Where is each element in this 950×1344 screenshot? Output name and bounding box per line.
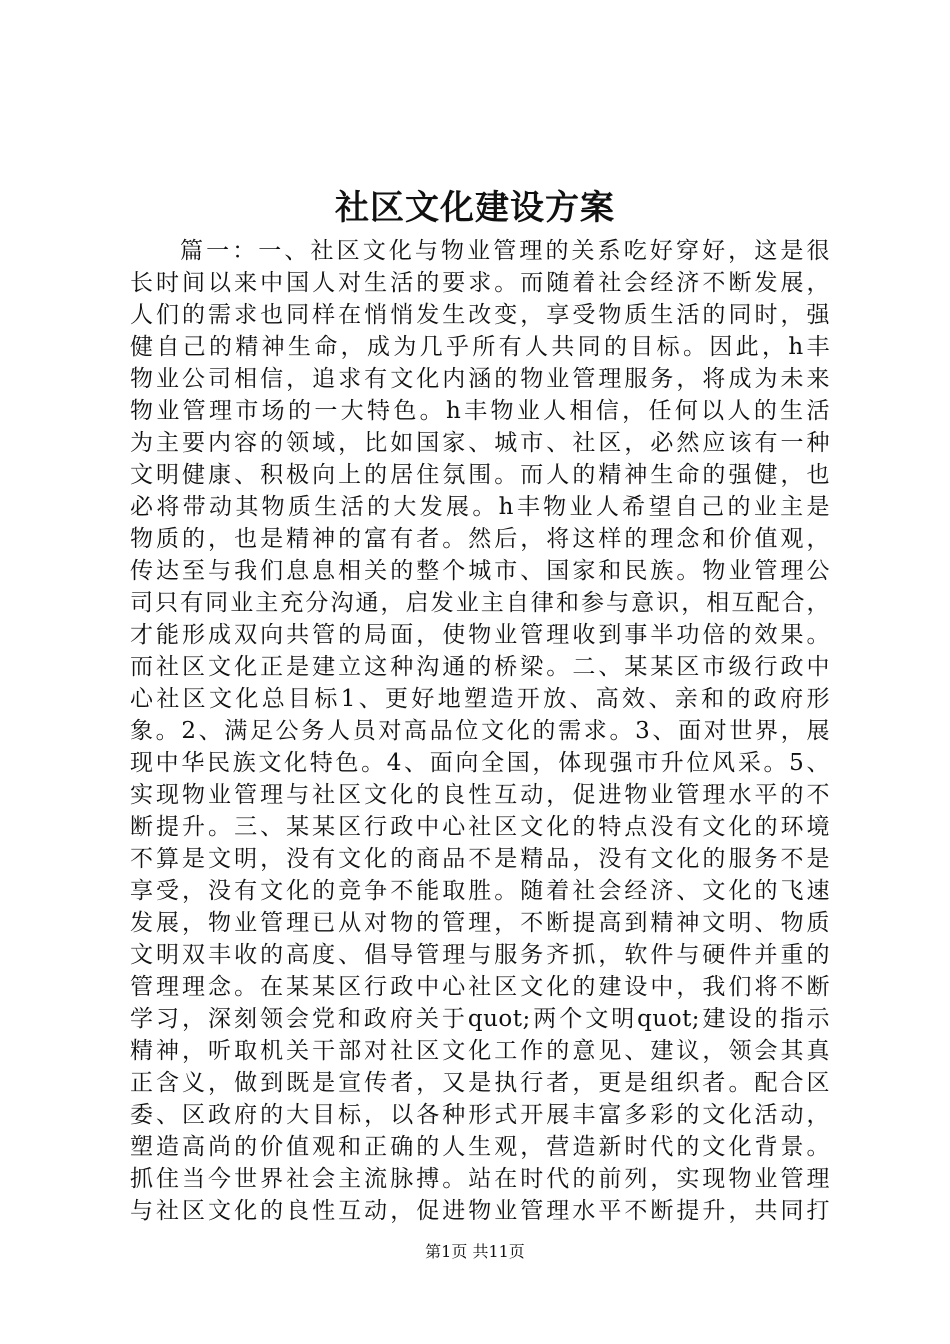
body-line: 文明双丰收的高度、倡导管理与服务齐抓，软件与硬件并重的 [130,942,830,968]
body-line: 司只有同业主充分沟通，启发业主自律和参与意识，相互配合， [130,590,830,616]
body-line: 为主要内容的领域，比如国家、城市、社区，必然应该有一种 [130,430,830,456]
page-footer: 第1页 共11页 [425,1242,525,1261]
body-line: 才能形成双向共管的局面，使物业管理收到事半功倍的效果。 [130,622,830,648]
body-line: 物质的，也是精神的富有者。然后，将这样的理念和价值观， [130,526,830,552]
body-line: 传达至与我们息息相关的整个城市、国家和民族。物业管理公 [130,558,830,584]
body-line: 享受，没有文化的竞争不能取胜。随着社会经济、文化的飞速 [130,878,830,904]
document-title: 社区文化建设方案 [335,188,615,228]
body-line: 实现物业管理与社区文化的良性互动，促进物业管理水平的不 [130,782,830,808]
body-line: 塑造高尚的价值观和正确的人生观，营造新时代的文化背景。 [130,1134,830,1160]
body-line: 精神，听取机关干部对社区文化工作的意见、建议，领会其真 [130,1038,830,1064]
body-line: 文明健康、积极向上的居住氛围。而人的精神生命的强健，也 [130,462,830,488]
body-line: 而社区文化正是建立这种沟通的桥梁。二、某某区市级行政中 [130,654,830,680]
body-line: 篇一：一、社区文化与物业管理的关系吃好穿好，这是很 [180,238,830,264]
body-line: 心社区文化总目标1、更好地塑造开放、高效、亲和的政府形 [130,686,830,712]
body-line: 委、区政府的大目标，以各种形式开展丰富多彩的文化活动， [130,1102,830,1128]
document-body [130,235,830,1227]
body-line: 健自己的精神生命，成为几乎所有人共同的目标。因此，h丰 [130,334,830,360]
body-line: 不算是文明，没有文化的商品不是精品，没有文化的服务不是 [130,846,830,872]
body-line: 现中华民族文化特色。4、面向全国，体现强市升位风采。5、 [130,750,830,776]
body-line: 物业管理市场的一大特色。h丰物业人相信，任何以人的生活 [130,398,830,424]
body-line: 物业公司相信，追求有文化内涵的物业管理服务，将成为未来 [130,366,830,392]
body-line: 象。2、满足公务人员对高品位文化的需求。3、面对世界，展 [130,718,830,744]
body-line: 抓住当今世界社会主流脉搏。站在时代的前列，实现物业管理 [130,1166,830,1192]
body-line: 管理理念。在某某区行政中心社区文化的建设中，我们将不断 [130,974,830,1000]
body-line: 学习，深刻领会党和政府关于quot;两个文明quot;建设的指示 [130,1006,830,1032]
body-line: 断提升。三、某某区行政中心社区文化的特点没有文化的环境 [130,814,830,840]
body-line: 长时间以来中国人对生活的要求。而随着社会经济不断发展， [130,270,830,296]
body-line: 发展，物业管理已从对物的管理，不断提高到精神文明、物质 [130,910,830,936]
body-line: 人们的需求也同样在悄悄发生改变，享受物质生活的同时，强 [130,302,830,328]
body-line: 正含义，做到既是宣传者，又是执行者，更是组织者。配合区 [130,1070,830,1096]
body-line: 与社区文化的良性互动，促进物业管理水平不断提升，共同打 [130,1198,830,1224]
body-line: 必将带动其物质生活的大发展。h丰物业人希望自己的业主是 [130,494,830,520]
